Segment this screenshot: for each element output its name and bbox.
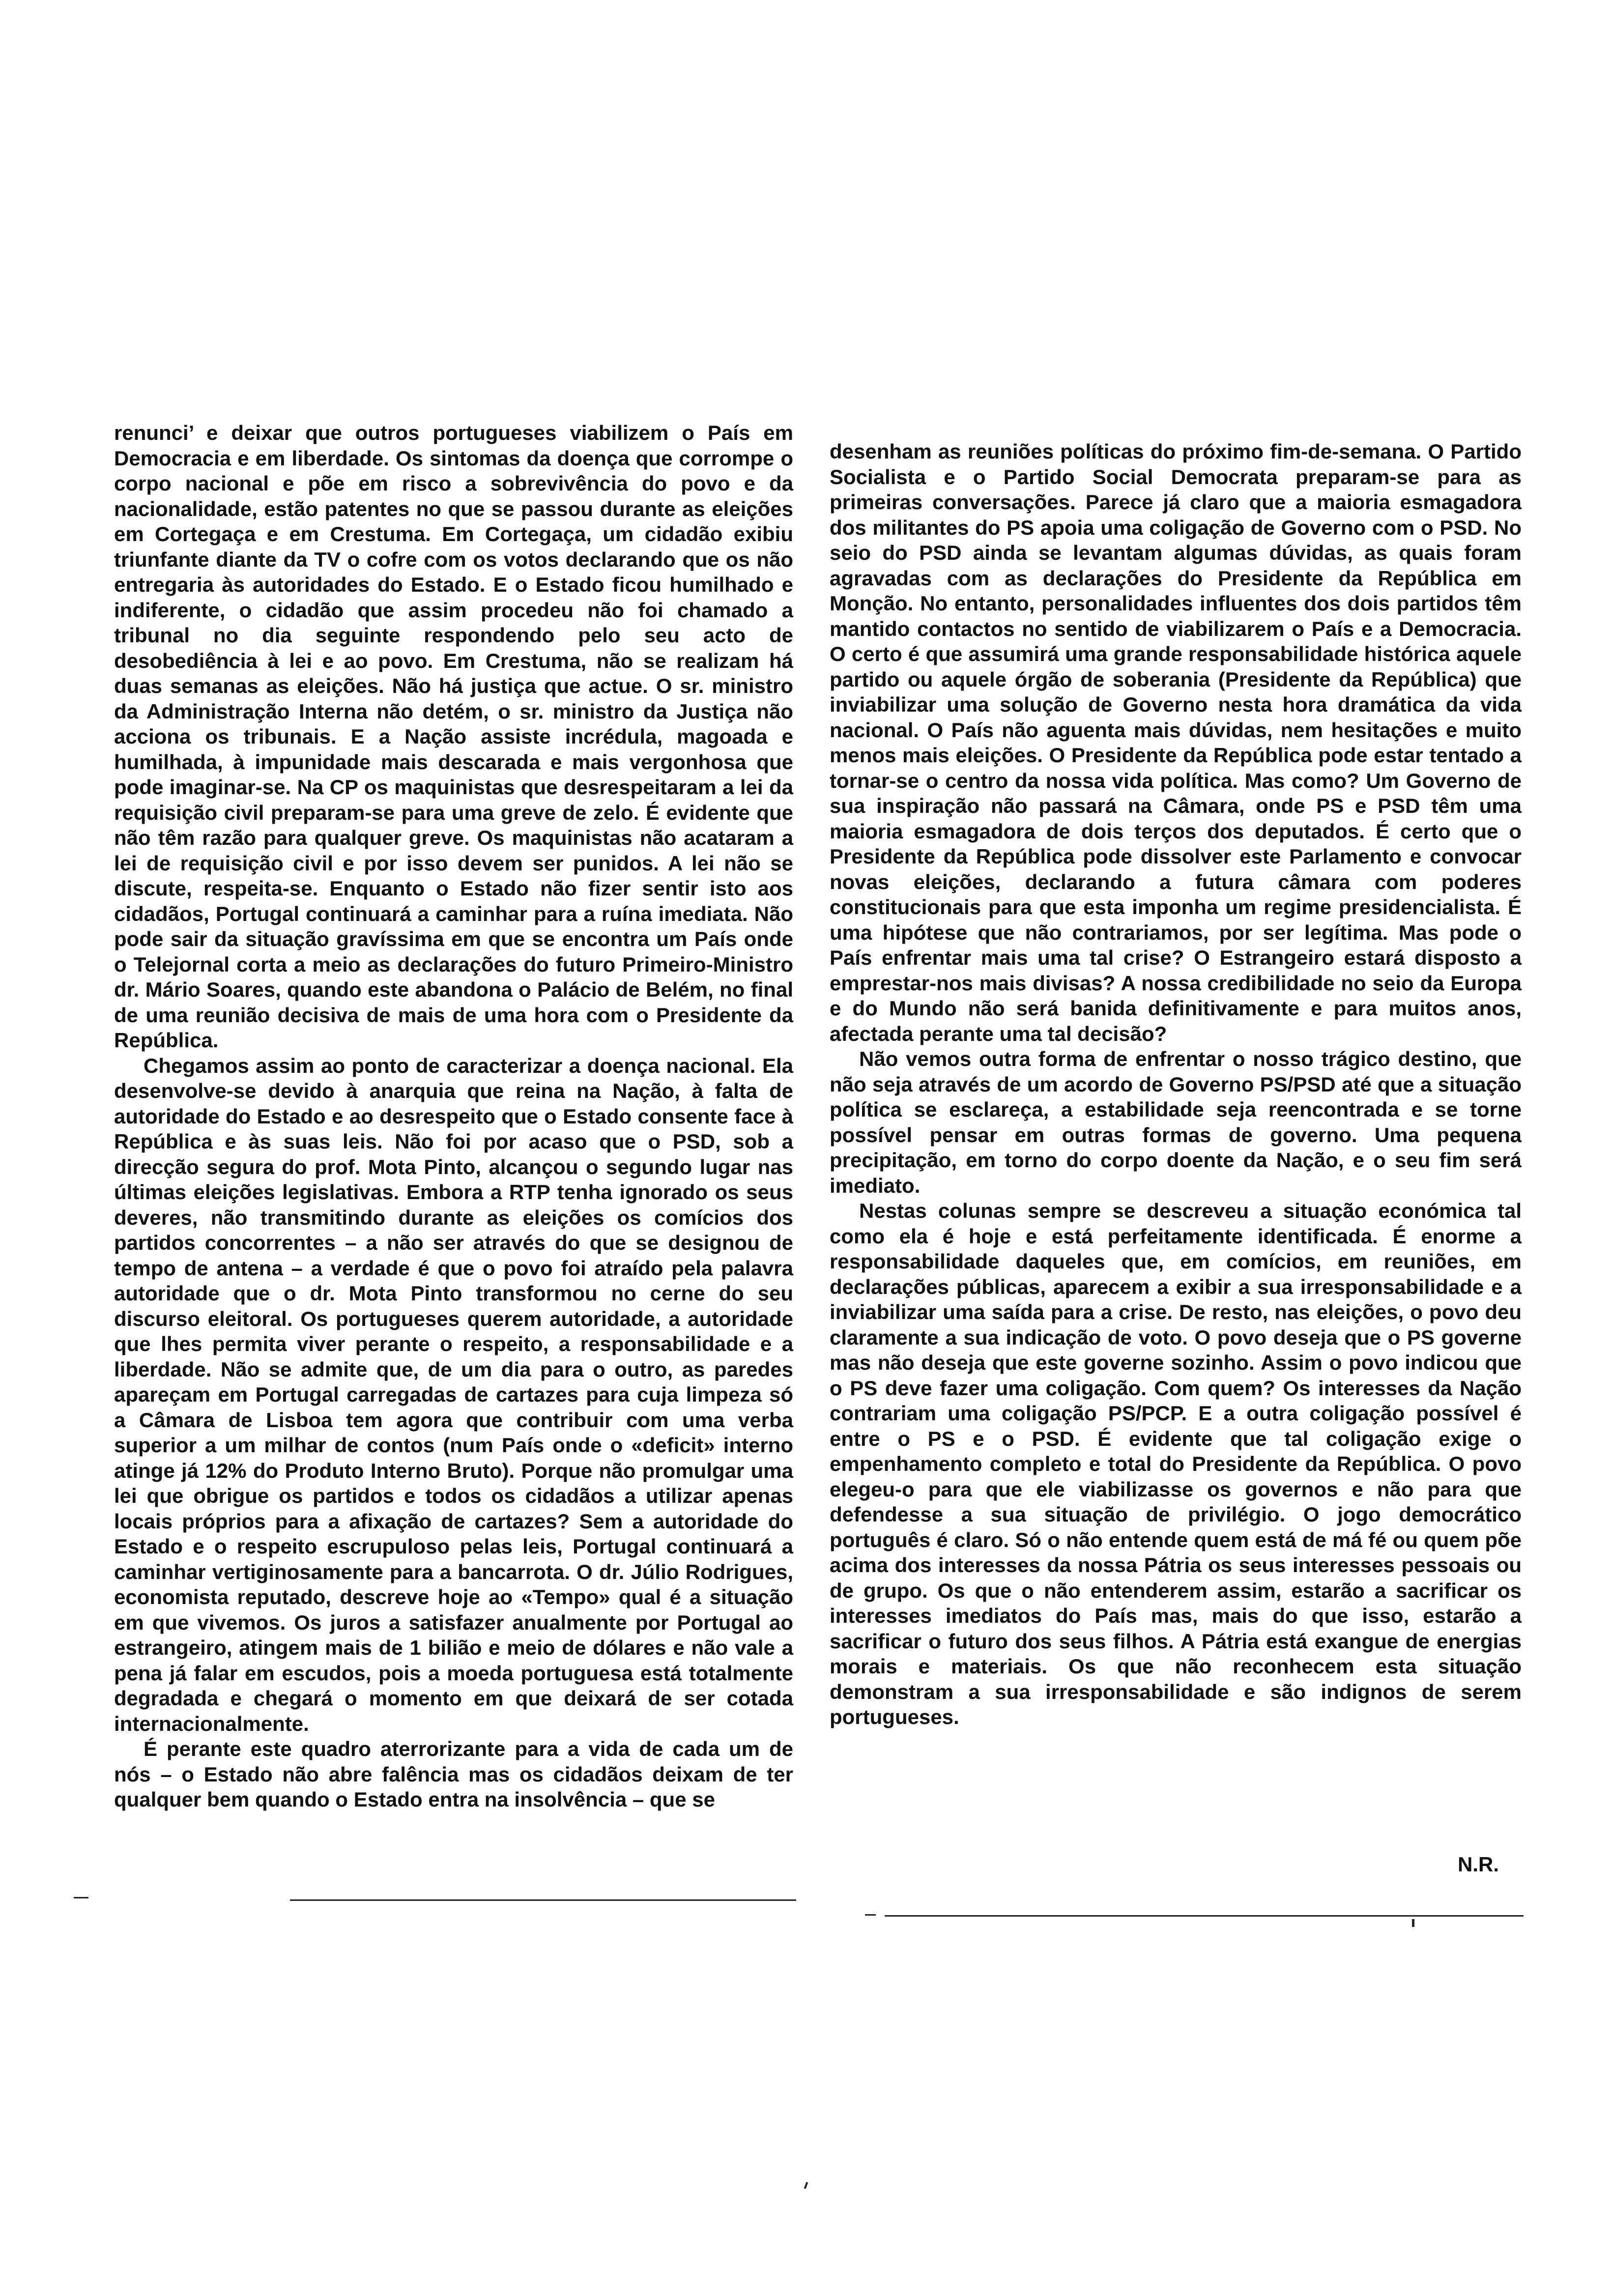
column-end-rule-right xyxy=(885,1915,1524,1917)
paragraph-left-2: Chegamos assim ao ponto de caracterizar a doença nacional. Ela desenvolve-se devido à anarquia que reina na Nação, à falta de autoridade do Estado e ao desrespeito que o Estado consente face à República e às suas leis. Não foi por acaso que o PSD, sob a direcção segura do prof. Mota Pinto, alcançou o segundo lugar nas últimas eleições legislativas. Embora a RTP tenha ignorado os seus deveres, não transmitindo durante as eleições os comícios dos partidos concorrentes – a não ser através do que se designou de tempo de antena – a verdade é que o povo foi atraído pela palavra autoridade que o dr. Mota Pinto transformou no cerne do seu discurso eleitoral. Os portugueses querem autoridade, a autoridade que lhes permita viver perante o respeito, a responsabilidade e a liberdade. Não se admite que, de um dia para o outro, as paredes apareçam em Portugal carregadas de cartazes para cuja limpeza só a Câmara de Lisboa tem agora que contribuir com uma verba superior a um milhar de contos (num País onde o «deficit» interno atinge já 12% do Produto Interno Bruto). Porque não promulgar uma lei que obrigue os partidos e todos os cidadãos a utilizar apenas locais próprios para a afixação de cartazes? Sem a autoridade do Estado e o respeito escrupuloso pelas leis, Portugal continuará a caminhar vertiginosamente para a bancarrota. O dr. Júlio Rodrigues, economista reputado, descreve hoje ao «Tempo» qual é a situação em que vivemos. Os juros a satisfazer anualmente por Portugal ao estrangeiro, atingem mais de 1 bilião e meio de dólares e não vale a pena já falar em escudos, pois a moeda portuguesa está totalmente degradada e chegará o momento em que deixará de ser cotada internacionalmente. xyxy=(114,1054,793,1735)
column-end-rule-left xyxy=(290,1899,796,1901)
scan-speck xyxy=(1412,1919,1414,1927)
scan-speck xyxy=(865,1914,876,1916)
paragraph-right-2: Não vemos outra forma de enfrentar o nosso trágico destino, que não seja através de um acordo de Governo PS/PSD até que a situação política se esclareça, a estabilidade seja reencontrada e se torne possível pensar em outras formas de governo. Uma pequena precipitação, em torno do corpo doente da Nação, e o seu fim será imediato. xyxy=(830,1047,1522,1197)
paragraph-right-3: Nestas colunas sempre se descreveu a situação económica tal como ela é hoje e está perfeitamente identificada. É enorme a responsabilidade daqueles que, em comícios, em reuniões, em declarações públicas, aparecem a exibir a sua irresponsabilidade e a inviabilizar uma saída para a crise. De resto, nas eleições, o povo deu claramente a sua indicação de voto. O povo deseja que o PS governe mas não deseja que este governe sozinho. Assim o povo indicou que o PS deve fazer uma coligação. Com quem? Os interesses da Nação contrariam uma coligação PS/PCP. E a outra coligação possível é entre o PS e o PSD. É evidente que tal coligação exige o empenhamento completo e total do Presidente da República. O povo elegeu-o para que ele viabilizasse os governos e não para que defendesse a sua situação de privilégio. O jogo democrático português é claro. Só o não entende quem está de má fé ou quem põe acima dos interesses da nossa Pátria os seus interesses pessoais ou de grupo. Os que o não entenderem assim, estarão a sacrificar os interesses imediatos do País mas, mais do que isso, estarão a sacrificar o futuro dos seus filhos. A Pátria está exangue de energias morais e materiais. Os que não reconhecem esta situação demonstram a sua irresponsabilidade e são indignos de serem portugueses. xyxy=(830,1199,1522,1728)
paragraph-left-1: renunci’ e deixar que outros portugueses viabilizem o País em Democracia e em liberdade. Os sintomas da doença que corrompe o corpo nacional e põe em risco a sobrevivência do povo e da nacionalidade, estão patentes no que se passou durante as eleições em Cortegaça e em Crestuma. Em Cortegaça, um cidadão exibiu triunfante diante da TV o cofre com os votos declarando que os não entregaria às autoridades do Estado. E o Estado ficou humilhado e indiferente, o cidadão que assim procedeu não foi chamado a tribunal no dia seguinte respondendo pelo seu acto de desobediência à lei e ao povo. Em Crestuma, não se realizam há duas semanas as eleições. Não há justiça que actue. O sr. ministro da Administração Interna não detém, o sr. ministro da Justiça não acciona os tribunais. E a Nação assiste incrédula, magoada e humilhada, à impunidade mais descarada e mais vergonhosa que pode imaginar-se. Na CP os maquinistas que desrespeitaram a lei da requisição civil preparam-se para uma greve de zelo. É evidente que não têm razão para qualquer greve. Os maquinistas não acataram a lei de requisição civil e por isso devem ser punidos. A lei não se discute, respeita-se. Enquanto o Estado não fizer sentir isto aos cidadãos, Portugal continuará a caminhar para a ruína imediata. Não pode sair da situação gravíssima em que se encontra um País onde o Telejornal corta a meio as declarações do futuro Primeiro-Ministro dr. Mário Soares, quando este abandona o Palácio de Belém, no final de uma reunião decisiva de mais de uma hora com o Presidente da República. xyxy=(114,421,793,1052)
scan-speck xyxy=(74,1897,88,1898)
paragraph-right-1: desenham as reuniões políticas do próximo fim-de-semana. O Partido Socialista e o Partido Social Democrata preparam-se para as primeiras conversações. Parece já claro que a maioria esmagadora dos militantes do PS apoia uma coligação de Governo com o PSD. No seio do PSD ainda se levantam algumas dúvidas, as quais foram agravadas com as declarações do Presidente da República em Monção. No entanto, personalidades influentes dos dois partidos têm mantido contactos no sentido de viabilizarem o País e a Democracia. O certo é que assumirá uma grande responsabilidade histórica aquele partido ou aquele órgão de soberania (Presidente da República) que inviabilizar uma solução de Governo nesta hora dramática da vida nacional. O País não aguenta mais dúvidas, nem hesitações e muito menos mais eleições. O Presidente da República pode estar tentado a tornar-se o centro da nossa vida política. Mas como? Um Governo de sua inspiração não passará na Câmara, onde PS e PSD têm uma maioria esmagadora de dois terços dos deputados. É certo que o Presidente da República pode dissolver este Parlamento e convocar novas eleições, declarando a futura câmara com poderes constitucionais para que esta imponha um regime presidencialista. É uma hipótese que não contrariamos, por ser legítima. Mas pode o País enfrentar mais uma tal crise? O Estrangeiro estará disposto a emprestar-nos mais divisas? A nossa credibilidade no seio da Europa e do Mundo não será banida definitivamente e para muitos anos, afectada perante uma tal decisão? xyxy=(830,440,1522,1045)
author-signature: N.R. xyxy=(1458,1853,1499,1876)
article-column-right xyxy=(830,439,1522,1730)
paragraph-left-3: É perante este quadro aterrorizante para a vida de cada um de nós – o Estado não abre falência mas os cidadãos deixam de ter qualquer bem quando o Estado entra na insolvência – que se xyxy=(114,1737,793,1811)
scan-speck xyxy=(804,2182,808,2189)
article-column-left xyxy=(114,420,793,1812)
